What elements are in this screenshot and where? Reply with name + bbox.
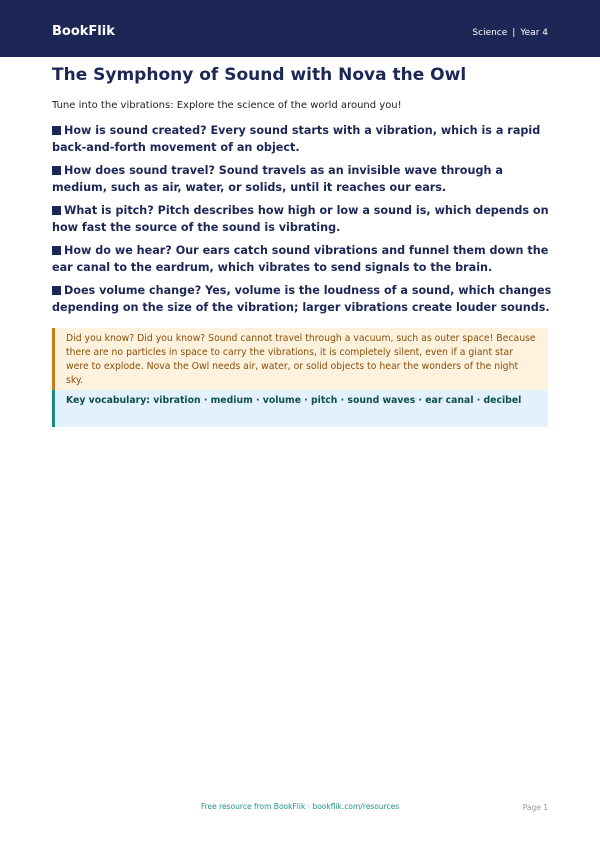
square-bullet-icon bbox=[52, 246, 61, 255]
brand-logo-text[interactable]: BookFlik bbox=[52, 24, 115, 39]
qa-text: Does volume change? Yes, volume is the loudness of a sound, which changes depending on the size of the vibration; larger vibrations create louder sounds. bbox=[52, 284, 552, 314]
key-vocabulary-box bbox=[52, 390, 548, 427]
square-bullet-icon bbox=[52, 166, 61, 175]
qa-item bbox=[52, 242, 552, 276]
square-bullet-icon bbox=[52, 126, 61, 135]
level-label: Year 4 bbox=[520, 28, 548, 38]
qa-item bbox=[52, 202, 552, 236]
qa-item bbox=[52, 122, 552, 156]
qa-item bbox=[52, 162, 552, 196]
vocab-text: Key vocabulary: vibration · medium · volume · pitch · sound waves · ear canal · decibel bbox=[66, 395, 522, 406]
page-number: Page 1 bbox=[522, 803, 548, 812]
qa-list bbox=[52, 122, 552, 322]
meta-separator: | bbox=[512, 28, 516, 38]
square-bullet-icon bbox=[52, 206, 61, 215]
page-subtitle: Tune into the vibrations: Explore the science of the world around you! bbox=[52, 100, 402, 111]
qa-text: What is pitch? Pitch describes how high or low a sound is, which depends on how fast the source of the sound is vibrating. bbox=[52, 204, 549, 234]
page-title: The Symphony of Sound with Nova the Owl bbox=[52, 65, 467, 85]
square-bullet-icon bbox=[52, 286, 61, 295]
qa-text: How do we hear? Our ears catch sound vibrations and funnel them down the ear canal to the eardrum, which vibrates to send signals to the brain. bbox=[52, 244, 549, 274]
qa-text: How is sound created? Every sound starts with a vibration, which is a rapid back-and-forth movement of an object. bbox=[52, 124, 541, 154]
subject-label: Science bbox=[472, 28, 508, 38]
fact-text: Did you know? Did you know? Sound cannot travel through a vacuum, such as outer space! Because there are no particles in space to carry the vibrations, it is completely silent, even if a giant star were to explode. Nova the Owl needs air, water, or solid objects to hear the wonders of the night sky. bbox=[66, 333, 536, 386]
did-you-know-box bbox=[52, 328, 548, 390]
page-header bbox=[0, 0, 600, 57]
header-meta bbox=[472, 28, 548, 38]
qa-text: How does sound travel? Sound travels as an invisible wave through a medium, such as air, water, or solids, until it reaches our ears. bbox=[52, 164, 503, 194]
footer-link[interactable]: Free resource from BookFlik · bookflik.com/resources bbox=[200, 802, 400, 811]
qa-item bbox=[52, 282, 552, 316]
